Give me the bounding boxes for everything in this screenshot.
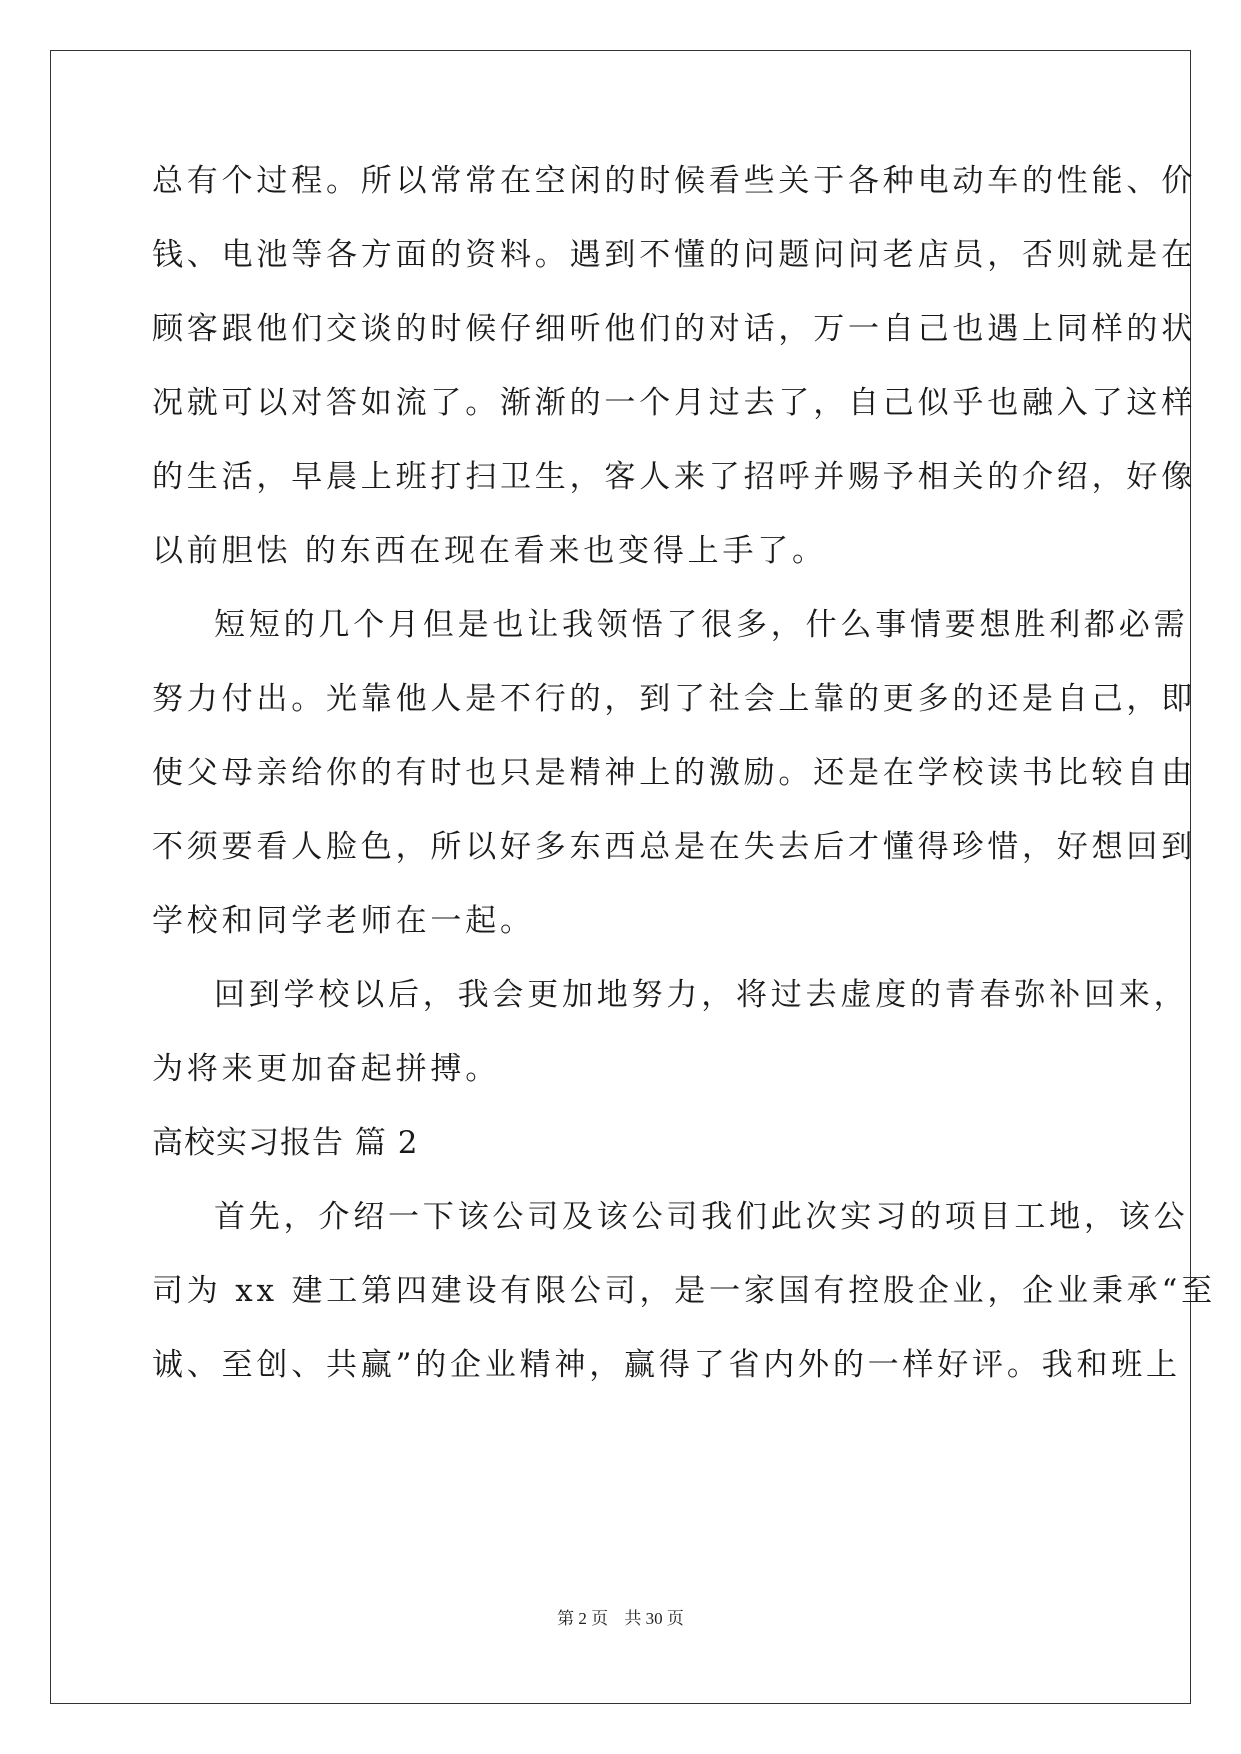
paragraph-first-line: 回到学校以后，我会更加地努力，将过去虚度的青春弥补回来，: [214, 977, 1189, 1013]
page-footer: [0, 1604, 1241, 1629]
text-line: 为将来更加奋起拼搏。: [152, 1051, 500, 1087]
text-line: 钱、电池等各方面的资料。遇到不懂的问题问问老店员，否则就是在: [152, 237, 1196, 273]
page-total: 共 30 页: [624, 1609, 684, 1628]
text-line: 努力付出。光靠他人是不行的，到了社会上靠的更多的还是自己，即: [152, 681, 1196, 717]
paragraph-first-line: 短短的几个月但是也让我领悟了很多，什么事情要想胜利都必需: [214, 607, 1189, 643]
text-line: 不须要看人脸色，所以好多东西总是在失去后才懂得珍惜，好想回到: [152, 829, 1196, 865]
text-line: 顾客跟他们交谈的时候仔细听他们的对话，万一自己也遇上同样的状: [152, 311, 1196, 347]
text-line: 司为 xx 建工第四建设有限公司，是一家国有控股企业，企业秉承“至: [152, 1273, 1216, 1309]
text-line: 使父母亲给你的有时也只是精神上的激励。还是在学校读书比较自由: [152, 755, 1196, 791]
text-line: 的生活，早晨上班打扫卫生，客人来了招呼并赐予相关的介绍，好像: [152, 459, 1196, 495]
page-number: 第 2 页: [557, 1609, 609, 1628]
text-line: 以前胆怯 的东西在现在看来也变得上手了。: [152, 533, 827, 569]
section-heading: 高校实习报告 篇 2: [152, 1125, 419, 1161]
text-line: 诚、至创、共赢”的企业精神，赢得了省内外的一样好评。我和班上: [152, 1347, 1181, 1383]
text-line: 况就可以对答如流了。渐渐的一个月过去了，自己似乎也融入了这样: [152, 385, 1196, 421]
text-line: 学校和同学老师在一起。: [152, 903, 535, 939]
paragraph-first-line: 首先，介绍一下该公司及该公司我们此次实习的项目工地，该公: [214, 1199, 1189, 1235]
document-body: [152, 160, 1216, 1418]
text-line: 总有个过程。所以常常在空闲的时候看些关于各种电动车的性能、价: [152, 163, 1196, 199]
